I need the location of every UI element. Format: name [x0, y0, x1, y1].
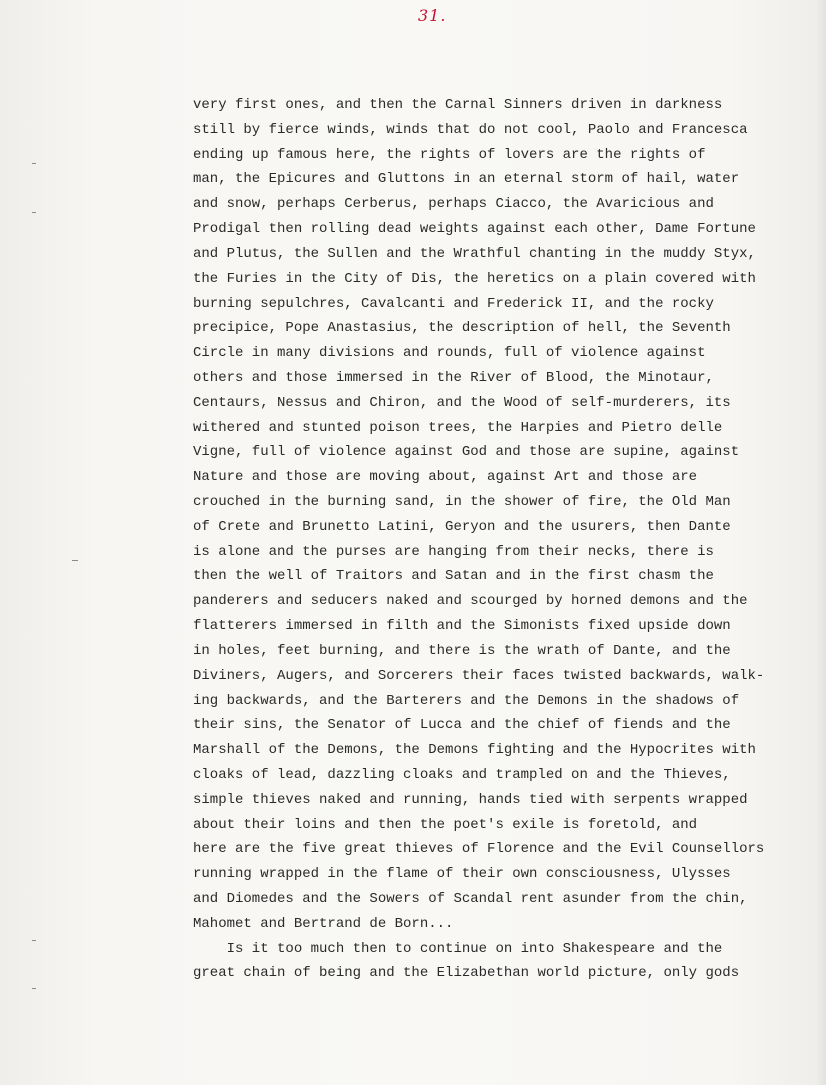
page-number: 31.: [418, 6, 447, 25]
text-line: simple thieves naked and running, hands tied with serpents wrapped: [193, 791, 748, 808]
text-line: Vigne, full of violence against God and those are supine, against: [193, 444, 740, 461]
text-line: cloaks of lead, dazzling cloaks and trampled on and the Thieves,: [193, 766, 731, 783]
text-line: here are the five great thieves of Florence and the Evil Counsellors: [193, 841, 765, 858]
text-line: Mahomet and Bertrand de Born...: [193, 915, 454, 932]
margin-mark: [32, 940, 36, 941]
text-line: very first ones, and then the Carnal Sinners driven in darkness: [193, 97, 723, 113]
paragraph-1: [193, 93, 793, 937]
text-line: Diviners, Augers, and Sorcerers their faces twisted backwards, walk-: [193, 667, 765, 684]
margin-mark: [72, 560, 78, 561]
margin-mark: [32, 212, 36, 213]
text-line: ing backwards, and the Barterers and the Demons in the shadows of: [193, 692, 740, 709]
text-line: in holes, feet burning, and there is the wrath of Dante, and the: [193, 642, 731, 659]
text-line: about their loins and then the poet's exile is foretold, and: [193, 816, 698, 833]
margin-mark: [32, 163, 36, 164]
text-line: their sins, the Senator of Lucca and the chief of fiends and the: [193, 717, 731, 734]
text-line: running wrapped in the flame of their own consciousness, Ulysses: [193, 866, 731, 883]
text-line: ending up famous here, the rights of lovers are the rights of: [193, 146, 706, 163]
text-line: and snow, perhaps Cerberus, perhaps Ciacco, the Avaricious and: [193, 196, 714, 213]
text-line: Marshall of the Demons, the Demons fighting and the Hypocrites with: [193, 742, 756, 759]
text-line: the Furies in the City of Dis, the heretics on a plain covered with: [193, 270, 756, 287]
text-line: Centaurs, Nessus and Chiron, and the Wood of self-murderers, its: [193, 394, 731, 411]
text-line: panderers and seducers naked and scourged by horned demons and the: [193, 593, 748, 610]
body-text: [193, 93, 793, 986]
paragraph-2: [193, 937, 793, 987]
text-line: Prodigal then rolling dead weights against each other, Dame Fortune: [193, 221, 756, 238]
text-line: of Crete and Brunetto Latini, Geryon and the usurers, then Dante: [193, 518, 731, 535]
page-edge-shadow: [816, 0, 826, 1085]
text-line: crouched in the burning sand, in the shower of fire, the Old Man: [193, 494, 731, 510]
text-line: still by fierce winds, winds that do not cool, Paolo and Francesca: [193, 121, 748, 138]
text-line: withered and stunted poison trees, the Harpies and Pietro delle: [193, 419, 723, 436]
text-line: Circle in many divisions and rounds, full of violence against: [193, 345, 706, 362]
text-line: Is it too much then to continue on into Shakespeare and the: [193, 940, 723, 957]
margin-mark: [32, 988, 36, 989]
text-line: precipice, Pope Anastasius, the description of hell, the Seventh: [193, 320, 731, 337]
text-line: is alone and the purses are hanging from their necks, there is: [193, 543, 714, 560]
text-line: great chain of being and the Elizabethan world picture, only gods: [193, 965, 740, 982]
text-line: and Diomedes and the Sowers of Scandal rent asunder from the chin,: [193, 891, 748, 907]
text-line: and Plutus, the Sullen and the Wrathful chanting in the muddy Styx,: [193, 245, 756, 262]
text-line: then the well of Traitors and Satan and in the first chasm the: [193, 568, 714, 585]
text-line: flatterers immersed in filth and the Simonists fixed upside down: [193, 618, 731, 635]
text-line: Nature and those are moving about, against Art and those are: [193, 469, 698, 486]
text-line: man, the Epicures and Gluttons in an eternal storm of hail, water: [193, 171, 740, 188]
text-line: others and those immersed in the River of Blood, the Minotaur,: [193, 369, 714, 386]
text-line: burning sepulchres, Cavalcanti and Frederick II, and the rocky: [193, 295, 714, 312]
